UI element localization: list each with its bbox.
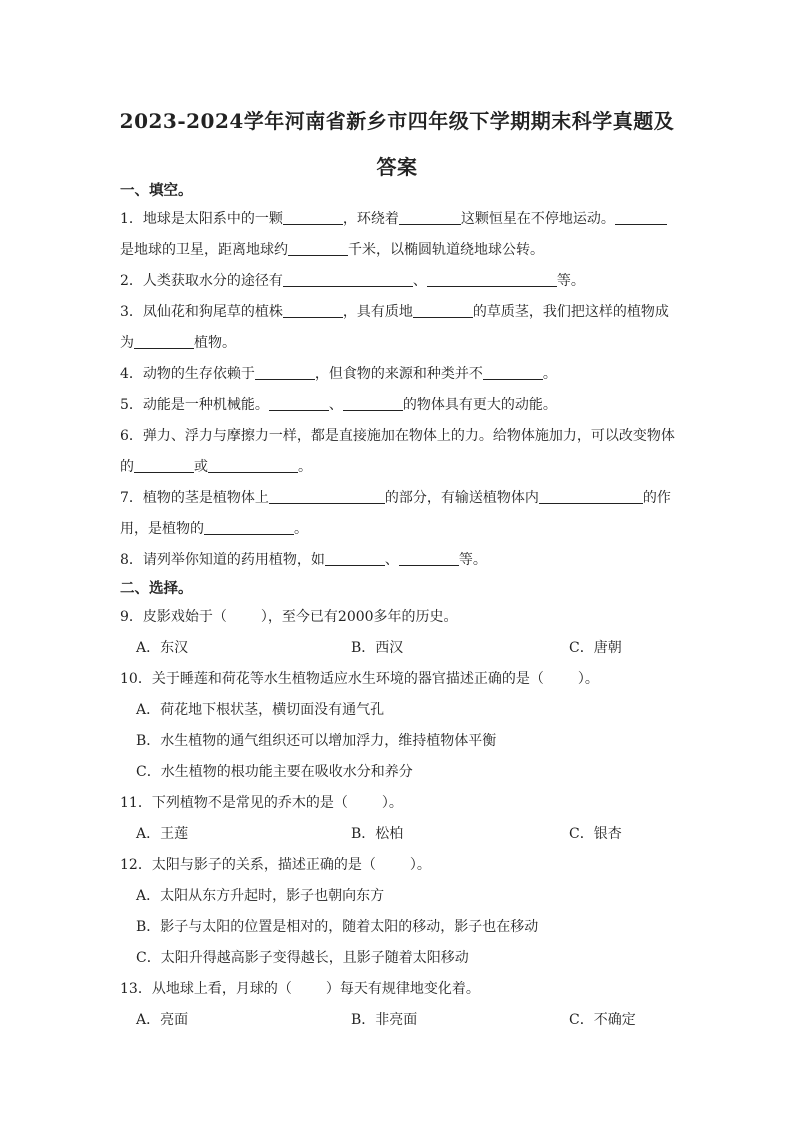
option-b[interactable]: B．非亮面 — [351, 1012, 418, 1028]
question-7-line-1: 7．植物的茎是植物体上 的部分，有输送植物体内 的作 — [120, 483, 676, 514]
question-11-options — [120, 819, 676, 850]
option-b[interactable]: B．西汉 — [351, 640, 404, 656]
question-13-options — [120, 1005, 676, 1036]
section-fill-in: 一、填空。 — [120, 182, 193, 199]
answer-blank[interactable] — [615, 208, 667, 225]
question-1-line-1: 1．地球是太阳系中的一颗 ，环绕着 这颗恒星在不停地运动。 — [120, 204, 676, 235]
question-11: 11．下列植物不是常见的乔木的是（ ）。 — [120, 795, 403, 811]
option-c[interactable]: C．不确定 — [569, 1012, 636, 1028]
answer-blank[interactable] — [325, 549, 385, 566]
answer-blank[interactable] — [483, 363, 543, 380]
question-10: 10．关于睡莲和荷花等水生植物适应水生环境的器官描述正确的是（ ）。 — [120, 671, 599, 687]
answer-blank[interactable] — [208, 456, 298, 473]
option-a[interactable]: A．荷花地下根状茎，横切面没有通气孔 — [136, 702, 385, 718]
option-a[interactable]: A．王莲 — [136, 826, 189, 842]
answer-blank[interactable] — [134, 332, 194, 349]
answer-blank[interactable] — [413, 301, 473, 318]
answer-blank[interactable] — [288, 239, 348, 256]
option-a[interactable]: A．亮面 — [136, 1012, 189, 1028]
title-line-2: 答案 — [376, 155, 418, 179]
question-13: 13．从地球上看，月球的（ ）每天有规律地变化着。 — [120, 981, 480, 997]
question-4: 4．动物的生存依赖于 ，但食物的来源和种类并不 。 — [120, 359, 676, 390]
answer-blank[interactable] — [283, 270, 413, 287]
section-multiple-choice: 二、选择。 — [120, 580, 193, 597]
option-c[interactable]: C．唐朝 — [569, 640, 622, 656]
answer-blank[interactable] — [343, 394, 403, 411]
answer-blank[interactable] — [399, 549, 459, 566]
option-c[interactable]: C．银杏 — [569, 826, 622, 842]
question-2: 2．人类获取水分的途径有 、 等。 — [120, 266, 676, 297]
answer-blank[interactable] — [269, 487, 385, 504]
answer-blank[interactable] — [134, 456, 194, 473]
option-a[interactable]: A．东汉 — [136, 640, 189, 656]
question-5: 5．动能是一种机械能。 、 的物体具有更大的动能。 — [120, 390, 676, 421]
answer-blank[interactable] — [399, 208, 461, 225]
question-7-line-2: 用，是植物的 。 — [120, 514, 676, 545]
answer-blank[interactable] — [283, 208, 343, 225]
answer-blank[interactable] — [269, 394, 329, 411]
option-b[interactable]: B．松柏 — [351, 826, 404, 842]
question-8: 8．请列举你知道的药用植物，如 、 等。 — [120, 545, 676, 576]
option-b[interactable]: B．水生植物的通气组织还可以增加浮力，维持植物体平衡 — [136, 733, 497, 749]
answer-blank[interactable] — [255, 363, 315, 380]
title-line-1: 2023-2024学年河南省新乡市四年级下学期期末科学真题及 — [119, 109, 675, 133]
question-1-line-2: 是地球的卫星，距离地球约 千米，以椭圆轨道绕地球公转。 — [120, 235, 676, 266]
option-c[interactable]: C．水生植物的根功能主要在吸收水分和养分 — [136, 764, 413, 780]
answer-blank[interactable] — [204, 518, 294, 535]
option-a[interactable]: A．太阳从东方升起时，影子也朝向东方 — [136, 888, 385, 904]
question-9-options — [120, 633, 676, 664]
question-6-line-1: 6．弹力、浮力与摩擦力一样，都是直接施加在物体上的力。给物体施加力，可以改变物体 — [120, 428, 675, 444]
question-12: 12．太阳与影子的关系，描述正确的是（ ）。 — [120, 857, 431, 873]
option-c[interactable]: C．太阳升得越高影子变得越长，且影子随着太阳移动 — [136, 950, 469, 966]
answer-blank[interactable] — [427, 270, 557, 287]
option-b[interactable]: B．影子与太阳的位置是相对的，随着太阳的移动，影子也在移动 — [136, 919, 539, 935]
answer-blank[interactable] — [539, 487, 643, 504]
question-6-line-2: 的 或 。 — [120, 452, 676, 483]
exam-content — [120, 178, 676, 1036]
answer-blank[interactable] — [283, 301, 343, 318]
question-3-line-1: 3．凤仙花和狗尾草的植株 ，具有质地 的草质茎，我们把这样的植物成 — [120, 297, 676, 328]
page-title — [100, 98, 694, 190]
question-3-line-2: 为 植物。 — [120, 328, 676, 359]
question-9: 9．皮影戏始于（ ），至今已有2000多年的历史。 — [120, 609, 458, 625]
